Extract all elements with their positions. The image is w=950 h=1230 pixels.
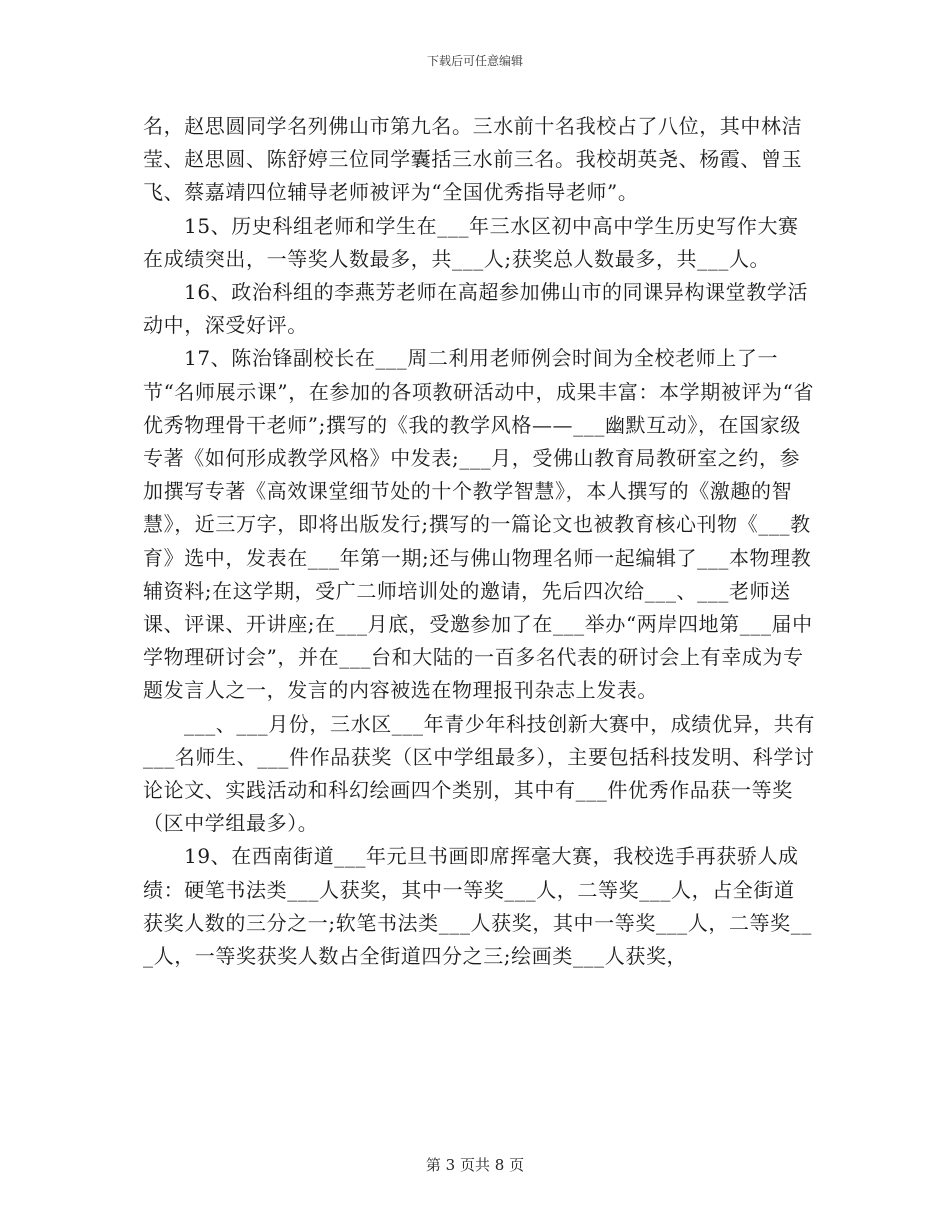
paragraph-item-18: ___、___月份，三水区___年青少年科技创新大赛中，成绩优异，共有___名师生、___件作品获奖（区中学组最多），主要包括科技发明、科学讨论论文、实践活动和科幻绘画四个类别，其中有___件优秀作品获一等奖（区中学组最多）。 xyxy=(143,711,815,836)
paragraph-continuation: 名，赵思圆同学名列佛山市第九名。三水前十名我校占了八位，其中林洁莹、赵思圆、陈舒婷三位同学囊括三水前三名。我校胡英尧、杨霞、曾玉飞、蔡嘉靖四位辅导老师被评为“全国优秀指导老师”。 xyxy=(143,114,803,205)
paragraph-item-17: 17、陈治锋副校长在___周二利用老师例会时间为全校老师上了一节“名师展示课”，在参加的各项教研活动中，成果丰富：本学期被评为“省优秀物理骨干老师”;撰写的《我的教学风格——___幽默互动》，在国家级专著《如何形成教学风格》中发表;___月，受佛山教育局教研室之约，参加撰写专著《高效课堂细节处的十个教学智慧》，本人撰写的《激趣的智慧》，近三万字，即将出版发行;撰写的一篇论文也被教育核心刊物《___教育》选中，发表在___年第一期;还与佛山物理名师一起编辑了___本物理教辅资料;在这学期，受广二师培训处的邀请，先后四次给___、___老师送课、评课、开讲座;在___月底，受邀参加了在___举办“两岸四地第___届中学物理研讨会”，并在___台和大陆的一百多名代表的研讨会上有幸成为专题发言人之一，发言的内容被选在物理报刊杂志上发表。 xyxy=(143,346,815,703)
document-body xyxy=(143,110,815,973)
paragraph-item-16: 16、政治科组的李燕芳老师在高超参加佛山市的同课异构课堂教学活动中，深受好评。 xyxy=(143,280,809,338)
page-footer: 第 3 页共 8 页 xyxy=(425,1156,525,1174)
paragraph-item-19: 19、在西南街道___年元旦书画即席挥毫大赛，我校选手再获骄人成绩：硬笔书法类___人获奖，其中一等奖___人，二等奖___人，占全街道获奖人数的三分之一;软笔书法类___人获奖，其中一等奖___人，二等奖___人，一等奖获奖人数占全街道四分之三;绘画类___人获奖， xyxy=(143,844,812,969)
page-header: 下载后可任意编辑 xyxy=(426,54,523,68)
paragraph-item-15: 15、历史科组老师和学生在___年三水区初中高中学生历史写作大赛在成绩突出，一等奖人数最多，共___人;获奖总人数最多，共___人。 xyxy=(143,213,799,271)
